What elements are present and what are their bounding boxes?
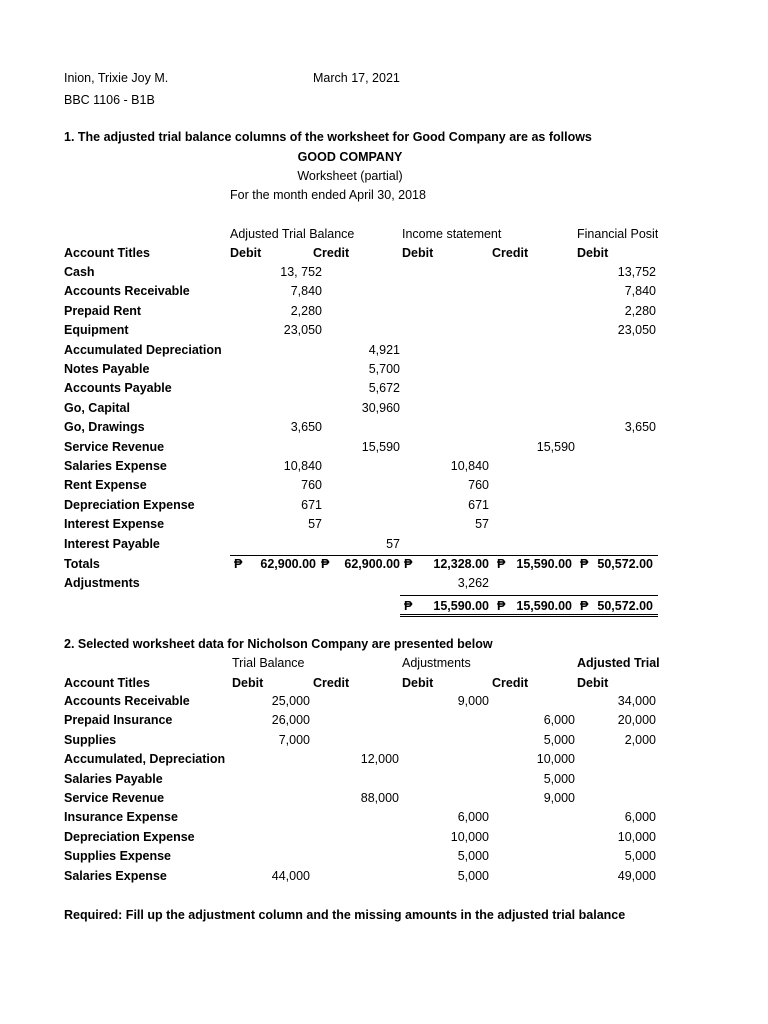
cell-adj-cr: 5,000 bbox=[543, 732, 575, 747]
peso-sign: ₱ bbox=[321, 557, 330, 571]
cell-fp-dr: 3,650 bbox=[624, 420, 656, 435]
cell-atb-dr: 7,840 bbox=[290, 284, 322, 299]
totals-label: Totals bbox=[64, 557, 100, 571]
total-atb-credit: 62,900.00 bbox=[344, 557, 400, 571]
group-header-adjusted-trial: Adjusted Trial bbox=[577, 656, 660, 670]
peso-sign: ₱ bbox=[580, 557, 589, 571]
row-title: Accumulated, Depreciation bbox=[64, 752, 226, 767]
submission-date: March 17, 2021 bbox=[313, 71, 400, 85]
row-title: Salaries Payable bbox=[64, 771, 163, 786]
cell-atb-cr: 5,700 bbox=[368, 362, 400, 376]
col-header-account-titles: Account Titles bbox=[64, 676, 150, 690]
row-title: Prepaid Rent bbox=[64, 303, 142, 318]
final-top-rule bbox=[400, 595, 658, 596]
peso-sign: ₱ bbox=[404, 557, 413, 571]
row-title: Depreciation Expense bbox=[64, 497, 195, 512]
group-header-adjusted-trial-balance: Adjusted Trial Balance bbox=[230, 227, 355, 241]
cell-atb-cr: 5,672 bbox=[368, 381, 400, 396]
adjustments-label: Adjustments bbox=[64, 576, 140, 590]
cell-atb-cr: 4,921 bbox=[368, 342, 400, 357]
double-rule-upper bbox=[400, 614, 658, 615]
cell-atb-dr: 23,050 bbox=[283, 323, 322, 338]
row-title: Interest Expense bbox=[64, 517, 165, 532]
total-atb-debit: 62,900.00 bbox=[260, 557, 316, 571]
cell-atb-cr: 30,960 bbox=[361, 400, 400, 415]
row-title: Interest Payable bbox=[64, 536, 160, 551]
final-is-debit: 15,590.00 bbox=[433, 599, 489, 613]
col-header-atb-credit: Credit bbox=[313, 246, 350, 260]
double-rule-lower bbox=[400, 616, 658, 617]
cell-is-dr: 671 bbox=[468, 497, 489, 512]
peso-sign: ₱ bbox=[497, 599, 506, 613]
row-title: Cash bbox=[64, 265, 95, 279]
col-header-fp-debit: Debit bbox=[577, 246, 609, 260]
cell-atb-dr: 10,840 bbox=[283, 459, 322, 473]
cell-atb-dr: 2,000 bbox=[624, 732, 656, 747]
question-1: 1. The adjusted trial balance columns of the worksheet for Good Company are as follows bbox=[64, 130, 592, 144]
cell-fp-dr: 13,752 bbox=[617, 265, 656, 279]
cell-adj-dr: 6,000 bbox=[457, 810, 489, 825]
row-title: Notes Payable bbox=[64, 362, 150, 376]
cell-adj-cr: 10,000 bbox=[536, 752, 575, 767]
cell-fp-dr: 7,840 bbox=[624, 284, 656, 299]
row-title: Equipment bbox=[64, 323, 129, 338]
worksheet-subtitle: Worksheet (partial) bbox=[297, 169, 403, 183]
cell-atb-dr: 20,000 bbox=[617, 713, 656, 728]
cell-adj-cr: 5,000 bbox=[543, 771, 575, 786]
col-header-adj-credit: Credit bbox=[492, 676, 529, 690]
cell-adj-dr: 5,000 bbox=[457, 868, 489, 883]
cell-atb-cr: 15,590 bbox=[361, 439, 400, 454]
group-header-income-statement: Income statement bbox=[402, 227, 502, 241]
group-header-trial-balance: Trial Balance bbox=[232, 656, 305, 670]
cell-adj-dr: 10,000 bbox=[450, 829, 489, 844]
total-is-debit: 12,328.00 bbox=[433, 557, 489, 571]
peso-sign: ₱ bbox=[404, 599, 413, 613]
peso-sign: ₱ bbox=[234, 557, 243, 571]
row-title: Prepaid Insurance bbox=[64, 713, 173, 728]
row-title: Service Revenue bbox=[64, 791, 165, 805]
cell-adj-dr: 9,000 bbox=[457, 694, 489, 708]
col-header-atb-debit: Debit bbox=[230, 246, 262, 260]
cell-atb-cr: 57 bbox=[386, 536, 400, 551]
cell-tb-dr: 26,000 bbox=[271, 713, 310, 728]
row-title: Accounts Receivable bbox=[64, 694, 190, 708]
total-fp-debit: 50,572.00 bbox=[597, 557, 653, 571]
cell-is-dr: 57 bbox=[475, 517, 489, 532]
row-title: Go, Drawings bbox=[64, 420, 145, 435]
cell-is-dr: 760 bbox=[468, 478, 489, 493]
cell-atb-dr: 5,000 bbox=[624, 849, 656, 864]
cell-atb-dr: 760 bbox=[301, 478, 322, 493]
row-title: Accumulated Depreciation bbox=[64, 342, 222, 357]
cell-atb-dr: 34,000 bbox=[617, 694, 656, 708]
company-name: GOOD COMPANY bbox=[297, 150, 403, 164]
row-title: Rent Expense bbox=[64, 478, 147, 493]
cell-atb-dr: 3,650 bbox=[290, 420, 322, 435]
cell-is-cr: 15,590 bbox=[536, 439, 575, 454]
row-title: Supplies bbox=[64, 732, 117, 747]
group-header-financial-position: Financial Posit bbox=[577, 227, 658, 241]
adjustments-value: 3,262 bbox=[457, 576, 489, 590]
total-is-credit: 15,590.00 bbox=[516, 557, 572, 571]
cell-is-dr: 10,840 bbox=[450, 459, 489, 473]
group-header-adjustments: Adjustments bbox=[402, 656, 471, 670]
final-fp-debit: 50,572.00 bbox=[597, 599, 653, 613]
cell-atb-dr: 6,000 bbox=[624, 810, 656, 825]
cell-atb-dr: 49,000 bbox=[617, 868, 656, 883]
cell-adj-dr: 5,000 bbox=[457, 849, 489, 864]
col-header-tb-credit: Credit bbox=[313, 676, 350, 690]
student-name: Inion, Trixie Joy M. bbox=[64, 71, 169, 85]
cell-adj-cr: 6,000 bbox=[543, 713, 575, 728]
cell-fp-dr: 2,280 bbox=[624, 303, 656, 318]
row-title: Accounts Receivable bbox=[64, 284, 190, 299]
col-header-is-debit: Debit bbox=[402, 246, 434, 260]
row-title: Depreciation Expense bbox=[64, 829, 195, 844]
cell-atb-dr: 13, 752 bbox=[280, 265, 322, 279]
peso-sign: ₱ bbox=[497, 557, 506, 571]
cell-adj-cr: 9,000 bbox=[543, 791, 575, 805]
cell-fp-dr: 23,050 bbox=[617, 323, 656, 338]
row-title: Supplies Expense bbox=[64, 849, 171, 864]
row-title: Accounts Payable bbox=[64, 381, 172, 396]
cell-atb-dr: 671 bbox=[301, 497, 322, 512]
worksheet-period: For the month ended April 30, 2018 bbox=[230, 188, 426, 202]
peso-sign: ₱ bbox=[580, 599, 589, 613]
cell-atb-dr: 10,000 bbox=[617, 829, 656, 844]
col-header-atb-debit: Debit bbox=[577, 676, 609, 690]
course-code: BBC 1106 - B1B bbox=[64, 93, 155, 107]
cell-tb-cr: 88,000 bbox=[360, 791, 399, 805]
cell-tb-dr: 44,000 bbox=[271, 868, 310, 883]
row-title: Service Revenue bbox=[64, 439, 165, 454]
question-2: 2. Selected worksheet data for Nicholson Company are presented below bbox=[64, 637, 493, 651]
cell-tb-cr: 12,000 bbox=[360, 752, 399, 767]
final-is-credit: 15,590.00 bbox=[516, 599, 572, 613]
cell-tb-dr: 7,000 bbox=[278, 732, 310, 747]
required-instruction: Required: Fill up the adjustment column and the missing amounts in the adjusted trial balance bbox=[64, 908, 626, 922]
row-title: Salaries Expense bbox=[64, 868, 167, 883]
row-title: Go, Capital bbox=[64, 400, 130, 415]
col-header-is-credit: Credit bbox=[492, 246, 529, 260]
cell-atb-dr: 2,280 bbox=[290, 303, 322, 318]
row-title: Salaries Expense bbox=[64, 459, 167, 473]
col-header-tb-debit: Debit bbox=[232, 676, 264, 690]
row-title: Insurance Expense bbox=[64, 810, 178, 825]
cell-atb-dr: 57 bbox=[308, 517, 322, 532]
cell-tb-dr: 25,000 bbox=[271, 694, 310, 708]
col-header-adj-debit: Debit bbox=[402, 676, 434, 690]
col-header-account-titles: Account Titles bbox=[64, 246, 150, 260]
